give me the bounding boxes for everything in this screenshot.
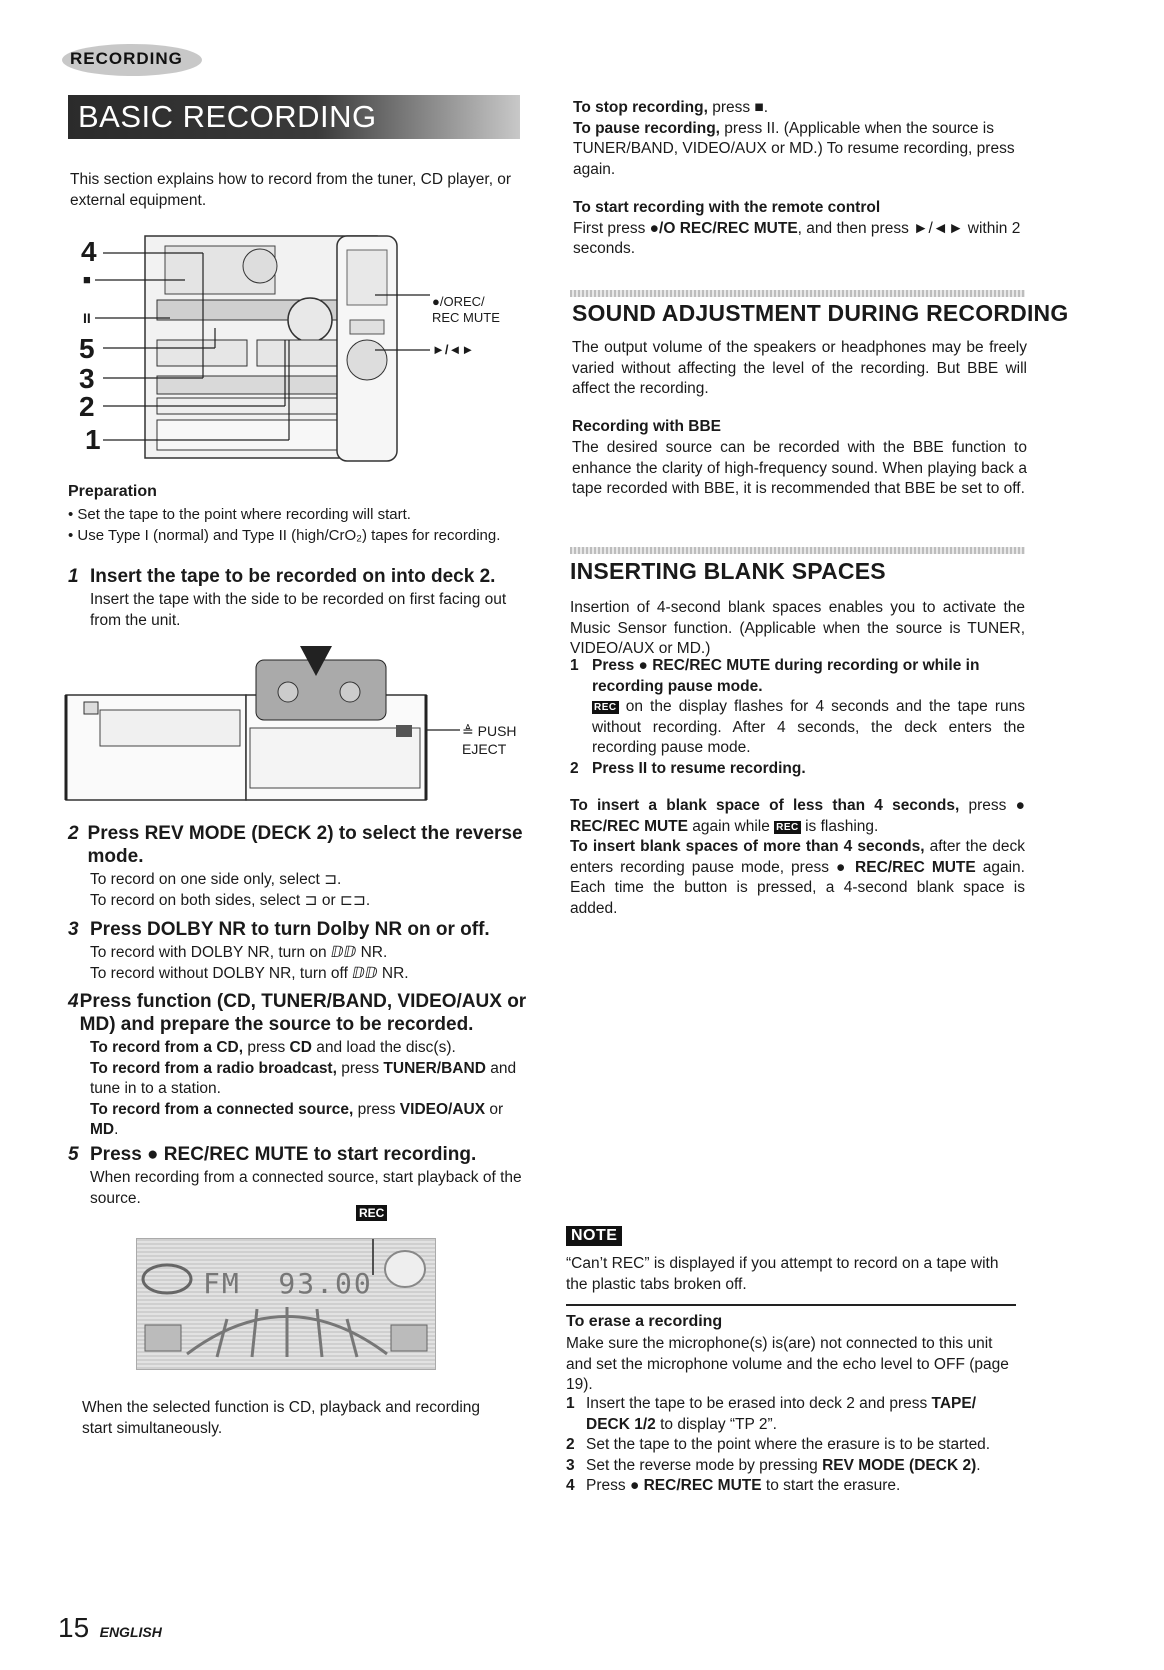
blank-steps [570,656,1025,779]
step-text: When recording from a connected source, start playback of the source. [90,1169,522,1207]
step-title: Press ● REC/REC MUTE to start recording. [90,1144,477,1165]
front-display [136,1238,436,1370]
stop-pause-block [573,98,1028,180]
less-than-4s: To insert a blank space of less than 4 seconds, press ● REC/REC MUTE again while REC is flashing. [570,797,1025,835]
callout-1: 1 [85,424,101,455]
preparation-heading: Preparation [68,483,157,500]
note-text: “Can’t REC” is displayed if you attempt to record on a tape with the plastic tabs broken off. [566,1255,999,1293]
display-rec-indicator [356,1205,387,1221]
step-title: Press function (CD, TUNER/BAND, VIDEO/AUX or MD) and prepare the source to be recorded. [79,991,527,1035]
step-3 [68,918,528,984]
language-label: ENGLISH [99,1624,162,1640]
step-number: 4 [68,991,79,1012]
remote-heading: To start recording with the remote control [573,199,881,216]
erase-step: 4 Press ● REC/REC MUTE to start the erasure. [566,1477,901,1494]
step-4 [68,990,528,1141]
bbe-heading: Recording with BBE [572,418,721,435]
step-text: To record with DOLBY NR, turn on ⅅⅅ NR. [90,944,388,961]
step-2 [68,822,528,911]
sound-adjustment-title: SOUND ADJUSTMENT DURING RECORDING [572,300,1069,326]
cassette-deck-drawing [60,640,530,805]
blank-step-number: 1 [570,657,579,674]
step-4-source: To record from a connected source, press VIDEO/AUX or MD. [90,1100,504,1138]
step-text: To record on both sides, select ⊐ or ⊏⊐. [90,891,371,909]
callout-4: 4 [81,236,97,267]
erase-text: Make sure the microphone(s) is(are) not connected to this unit and set the microphone volume and the echo level to OFF (page 19). [566,1335,1009,1393]
unit-diagram [75,228,535,468]
section-divider [570,547,1025,554]
note-badge [566,1226,622,1246]
remote-rec-label: ●/OREC/ REC MUTE [432,294,500,325]
display-rec-text: REC [359,1206,385,1220]
blank-step-1-text: REC on the display flashes for 4 seconds and the tape runs without recording. After 4 seconds, the deck enters the recording pause mode. [592,698,1025,756]
erase-steps [566,1394,1021,1497]
erase-step: 3 Set the reverse mode by pressing REV MODE (DECK 2). [566,1456,981,1474]
category-tab-label: RECORDING [70,49,183,68]
step-title: Press REV MODE (DECK 2) to select the reverse mode. [87,823,523,867]
rec-indicator-icon: REC [776,821,799,833]
blank-spaces-title: INSERTING BLANK SPACES [570,558,886,584]
closing-note: When the selected function is CD, playback and recording start simultaneously. [82,1399,481,1437]
stop-line: To stop recording, press ■. [573,99,769,116]
title-banner [68,95,520,139]
step-title: Press DOLBY NR to turn Dolby NR on or off. [90,919,490,940]
step-4-radio: To record from a radio broadcast, press TUNER/BAND and tune in to a station. [90,1059,517,1097]
preparation-list [68,505,528,546]
intro-text: This section explains how to record from the tuner, CD player, or external equipment. [70,171,512,209]
remote-text: First press ●/O REC/REC MUTE, and then press ►/◄► within 2 seconds. [573,219,1021,257]
more-than-4s: To insert blank spaces of more than 4 seconds, after the deck enters recording pause mode, press ● REC/REC MUTE again. Each time the button is pressed, a 4-second blank space is added. [570,838,1025,917]
display-frequency: FM 93.00 [203,1267,373,1300]
step-title: Insert the tape to be recorded on into deck 2. [90,566,496,587]
sound-adjustment-text: The output volume of the speakers or headphones may be freely varied without affecting the level of the recording. But BBE will affect the recording. [572,339,1027,397]
note-divider [566,1304,1016,1306]
erase-step: 1 Insert the tape to be erased into deck 2 and press TAPE/ DECK 1/2 to display “TP 2”. [566,1395,977,1433]
pause-line: To pause recording, press II. (Applicable when the source is TUNER/BAND, VIDEO/AUX or MD.) To resume recording, press again. [573,119,1015,178]
blank-tips [570,796,1025,919]
preparation-item: • Use Type I (normal) and Type II (high/CrO₂) tapes for recording. [68,526,528,547]
blank-step-number: 2 [570,759,579,777]
page-number: 15 [58,1612,90,1643]
blank-step-1-title: Press ● REC/REC MUTE during recording or while in recording pause mode. [592,657,980,695]
step-number: 2 [68,823,79,844]
step-number: 1 [68,566,79,587]
remote-block [573,198,1028,260]
page-title: BASIC RECORDING [78,99,377,134]
display-segments-drawing [137,1239,435,1369]
step-text: To record without DOLBY NR, turn off ⅅⅅ NR. [90,964,409,982]
callout-3: 3 [79,363,95,394]
section-divider [570,290,1025,297]
erase-heading: To erase a recording [566,1313,723,1330]
step-1 [68,565,528,631]
blank-intro: Insertion of 4-second blank spaces enables you to activate the Music Sensor function. (Applicable when the source is TUNER, VIDEO/AUX or MD.) [570,599,1025,657]
callout-pause: II [83,310,91,326]
push-eject-label: ≜ PUSH EJECT [462,723,517,757]
step-text: Insert the tape with the side to be recorded on first facing out from the unit. [90,591,507,629]
step-text: To record on one side only, select ⊐. [90,871,342,888]
preparation-item: • Set the tape to the point where recording will start. [68,505,528,526]
step-number: 5 [68,1144,79,1165]
remote-play-label: ►/◄► [432,342,475,357]
erase-step: 2 Set the tape to the point where the erasure is to be started. [566,1436,991,1453]
category-tab [60,40,210,80]
step-4-cd: To record from a CD, press CD and load the disc(s). [90,1039,456,1056]
bbe-text: The desired source can be recorded with the BBE function to enhance the clarity of high-frequency sound. When playing back a tape recorded with BBE, it is recommended that BBE be set to off. [572,439,1027,497]
cassette-deck-diagram [60,640,530,805]
callout-stop: ■ [83,272,91,287]
note-badge-label: NOTE [571,1227,618,1244]
page-footer [58,1612,162,1644]
step-5 [68,1143,528,1209]
blank-step-2-title: Press II to resume recording. [592,759,806,777]
rec-indicator-icon: REC [594,702,617,713]
callout-2: 2 [79,391,95,422]
callout-5: 5 [79,333,95,364]
step-number: 3 [68,919,79,940]
